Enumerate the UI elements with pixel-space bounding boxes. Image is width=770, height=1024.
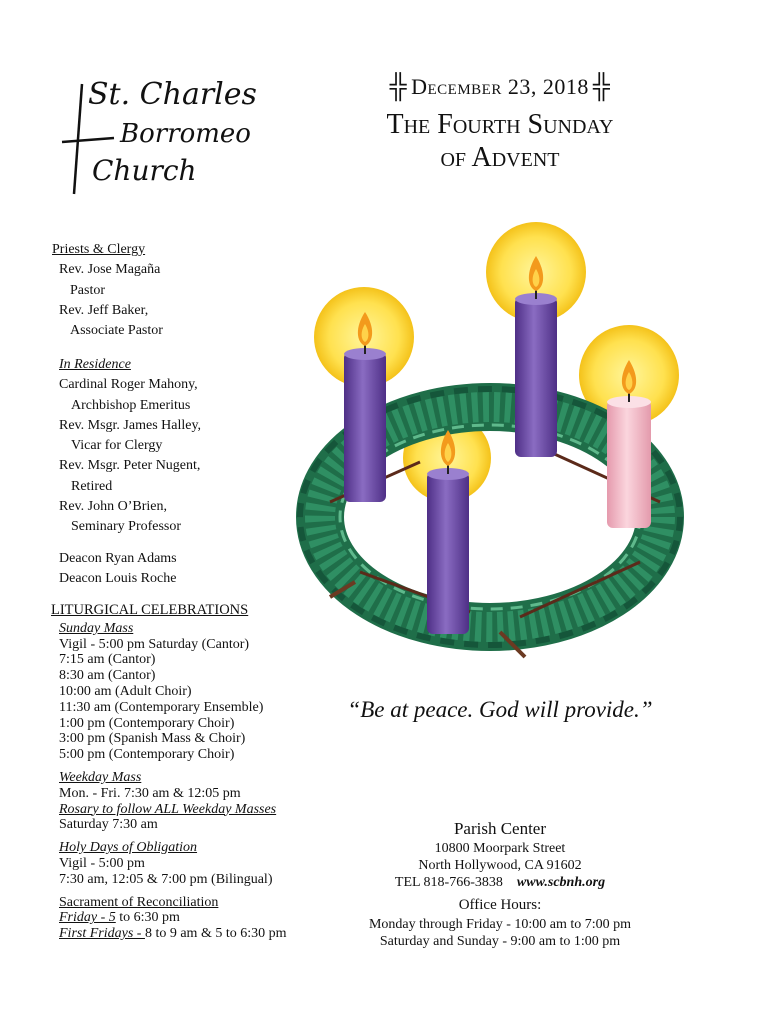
sunday-mass-item: 1:00 pm (Contemporary Choir) bbox=[59, 715, 235, 731]
residence-heading: In Residence bbox=[59, 357, 131, 372]
reconciliation-item bbox=[59, 926, 287, 942]
deacons-section bbox=[59, 549, 177, 590]
sunday-mass-heading: Sunday Mass bbox=[59, 620, 134, 636]
parish-address-line1: 10800 Moorpark Street bbox=[434, 841, 566, 856]
clergy-item: Associate Pastor bbox=[70, 323, 163, 339]
deacon-item: Deacon Louis Roche bbox=[59, 571, 177, 587]
sunday-mass-item: Vigil - 5:00 pm Saturday (Cantor) bbox=[59, 636, 250, 652]
logo-text-line3: Church bbox=[92, 154, 197, 187]
parish-center-heading: Parish Center bbox=[453, 819, 547, 838]
office-hours-heading: Office Hours: bbox=[458, 897, 542, 913]
title-line1: The Fourth Sunday bbox=[386, 109, 614, 140]
residence-item: Retired bbox=[71, 478, 113, 494]
rosary-note: Rosary to follow ALL Weekday Masses bbox=[59, 801, 277, 817]
sunday-mass-item: 5:00 pm (Contemporary Choir) bbox=[59, 747, 235, 763]
residence-item: Seminary Professor bbox=[71, 519, 182, 535]
clergy-item: Rev. Jeff Baker, bbox=[59, 302, 149, 318]
reconciliation-item bbox=[59, 910, 287, 926]
cross-ornament-icon: ╬ bbox=[592, 74, 611, 100]
title-line2: of Advent bbox=[440, 142, 560, 173]
first-fridays-time: 8 to 9 am & 5 to 6:30 pm bbox=[144, 926, 287, 942]
clergy-item: Rev. Jose Magaña bbox=[59, 262, 161, 278]
weekday-mass-heading: Weekday Mass bbox=[59, 769, 142, 785]
parish-contact-line bbox=[330, 874, 670, 891]
sunday-mass-item: 10:00 am (Adult Choir) bbox=[59, 683, 192, 699]
parish-phone: TEL 818-766-3838 bbox=[394, 875, 503, 890]
reconciliation-heading: Sacrament of Reconciliation bbox=[59, 894, 219, 910]
sunday-mass-item: 3:00 pm (Spanish Mass & Choir) bbox=[59, 731, 246, 747]
cross-ornament-icon: ╬ bbox=[389, 74, 408, 100]
date-heading bbox=[300, 74, 700, 101]
sunday-mass-item: 11:30 am (Contemporary Ensemble) bbox=[59, 699, 264, 715]
sunday-mass-item: 8:30 am (Cantor) bbox=[59, 668, 156, 684]
residence-item: Rev. Msgr. James Halley, bbox=[59, 417, 202, 433]
friday-label: Friday - 5 bbox=[59, 910, 116, 926]
holy-days-item: Vigil - 5:00 pm bbox=[59, 855, 145, 871]
parish-address-line2: North Hollywood, CA 91602 bbox=[418, 858, 582, 873]
logo-text-line1: St. Charles bbox=[88, 77, 257, 112]
friday-time: to 6:30 pm bbox=[115, 910, 180, 926]
date-text: December 23, 2018 bbox=[411, 74, 589, 99]
quote-text: “Be at peace. God will provide.” bbox=[347, 697, 653, 722]
residence-item: Rev. Msgr. Peter Nugent, bbox=[59, 458, 201, 474]
liturgical-section bbox=[51, 603, 287, 942]
weekday-mass-item: Mon. - Fri. 7:30 am & 12:05 pm bbox=[59, 785, 241, 801]
holy-days-item: 7:30 am, 12:05 & 7:00 pm (Bilingual) bbox=[59, 871, 273, 887]
clergy-item: Pastor bbox=[70, 282, 105, 298]
residence-section bbox=[59, 355, 201, 538]
parish-website-link[interactable]: www.scbnh.org bbox=[516, 875, 606, 890]
parish-center-section bbox=[330, 818, 670, 950]
advent-wreath-illustration bbox=[300, 212, 700, 682]
residence-item: Rev. John O’Brien, bbox=[59, 499, 167, 515]
office-hours-line2: Saturday and Sunday - 9:00 am to 1:00 pm bbox=[379, 934, 621, 949]
office-hours-line1: Monday through Friday - 10:00 am to 7:00 pm bbox=[368, 917, 632, 932]
residence-item: Vicar for Clergy bbox=[71, 438, 163, 454]
holy-days-heading: Holy Days of Obligation bbox=[59, 840, 198, 856]
residence-item: Cardinal Roger Mahony, bbox=[59, 377, 198, 393]
page-title bbox=[300, 108, 700, 174]
sunday-mass-item: 7:15 am (Cantor) bbox=[59, 652, 156, 668]
residence-item: Archbishop Emeritus bbox=[71, 397, 191, 413]
weekday-mass-item: Saturday 7:30 am bbox=[59, 817, 158, 833]
church-logo bbox=[58, 62, 257, 202]
first-fridays-label: First Fridays - bbox=[59, 926, 145, 942]
deacon-item: Deacon Ryan Adams bbox=[59, 551, 177, 566]
logo-text-line2: Borromeo bbox=[120, 119, 251, 149]
clergy-section bbox=[52, 240, 163, 341]
liturgy-heading: LITURGICAL CELEBRATIONS bbox=[51, 602, 249, 618]
clergy-heading: Priests & Clergy bbox=[52, 242, 146, 257]
